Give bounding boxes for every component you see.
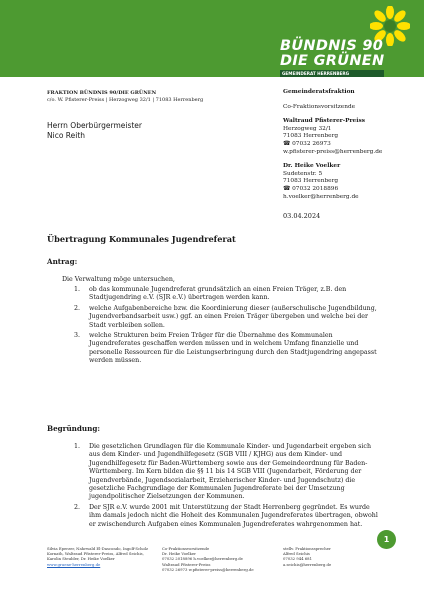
list-item-text: welche Aufgabenbereiche bzw. die Koordinierung dieser (außerschulische Jugendbildung, Jugendverbandsarbeit usw.) ggf. an einen Freien Träger übergeben und welche bei der Stadt verbleiben sollen. (89, 304, 377, 329)
recipient-line-2: Nico Reith (47, 131, 86, 140)
list-item (74, 286, 380, 303)
antrag-intro: Die Verwaltung möge untersuchen, (62, 276, 175, 283)
header-band (0, 0, 424, 77)
footer-members-line-1: Silvia Eperzer, Nahrwald El-Dascondo, Ingolf-Scholz (47, 546, 149, 551)
logo-line-2: DIE GRÜNEN (280, 53, 385, 69)
sender-line-1: FRAKTION BÜNDNIS 90/DIE GRÜNEN (47, 90, 157, 96)
footer-chair2-name: Waltraud Pfisterer-Preiss (162, 561, 211, 567)
document-title: Übertragung Kommunales Jugendreferat (47, 234, 236, 244)
recipient-address (47, 121, 142, 141)
recipient-line-1: Herrn Oberbürgermeister (47, 121, 142, 130)
contact1-email[interactable]: w.pfisterer-preiss@herrenberg.de (283, 148, 383, 155)
footer-deputy-name: Alfred Seichis (283, 551, 310, 557)
contact-info-block (283, 89, 413, 201)
list-item-number: 2. (74, 304, 81, 312)
party-logo (280, 6, 410, 76)
footer-chair1-name: Dr. Heike Voelker (162, 551, 196, 557)
antrag-heading: Antrag: (47, 257, 78, 266)
contact2-email[interactable]: h.voelker@herrenberg.de (283, 193, 359, 200)
footer-members (47, 546, 152, 567)
footer-deputy (283, 546, 383, 567)
contact1-street: Herzogweg 32/1 (283, 125, 332, 132)
sender-return-address (47, 90, 203, 104)
list-item (74, 443, 380, 502)
footer-chair1-contact[interactable]: 07032 2018896 h.voelker@herrenberg.de (162, 556, 243, 562)
begruendung-list (74, 443, 380, 531)
contact1-city: 71083 Herrenberg (283, 133, 339, 140)
footer-members-line-3: Karolin Steubler, Dr. Heike Voelker (47, 556, 115, 562)
contact2-name: Dr. Heike Voelker (283, 163, 341, 170)
footer-deputy-role: stellv. Fraktionssprecher (283, 546, 331, 551)
list-item-number: 1. (74, 443, 81, 450)
antrag-list (74, 286, 380, 368)
list-item-text: ob das kommunale Jugendreferat grundsätzlich an einen Freien Träger, z.B. den Stadtjugendring e.V. (SJR e.V.) übertragen werden kann. (89, 286, 347, 302)
footer-chairs (162, 546, 267, 572)
footer-chairs-role: Co-Fraktionsvorsitzende (162, 546, 210, 551)
contact2-street: Sudetenstr. 5 (283, 170, 323, 177)
footer-chair2-contact[interactable]: 07032 26973 w.pfisterer-preiss@herrenberg.de (162, 566, 254, 572)
page-number-badge: 1 (377, 530, 396, 549)
footer-members-line-2: Kornath, Waltraud Pfisterer-Preiss, Alfred Seichis, (47, 551, 144, 557)
list-item-number: 3. (74, 332, 81, 340)
list-item-text: Die gesetzlichen Grundlagen für die Kommunale Kinder- und Jugendarbeit ergeben sich aus dem Kinder- und Jugendhilfegesetz (SGB VIII / KJHG) aus dem Kinder- und Jugendhilfegesetz für Baden-Württemberg sowie aus der Gemeindeordnung für Baden-Württemberg. Im Kern bilden die §§ 11 bis 14 SGB VIII (Jugendarbeit, Förderung der Jugendverbände, Jugendsozialarbeit, Erzieherischer Kinder- und Jugendschutz) die gesetzliche Fachgrundlage der Kommunalen Jugendreferate bei der Umsetzung jugendpolitischer Zielsetzungen der Kommunen. (89, 443, 371, 501)
contact2-phone: ☎ 07032 2018896 (283, 185, 339, 192)
list-item-number: 1. (74, 286, 81, 293)
list-item-text: welche Strukturen beim Freien Träger für die Übernahme des Kommunalen Jugendreferates geschaffen werden müssen und in welchem Umfang finanzielle und personelle Ressourcen für die Leistungserbringung durch den Stadtjugendring angepasst werden müssen. (89, 332, 377, 365)
begruendung-heading: Begründung: (47, 424, 101, 433)
info-org: Gemeinderatsfraktion (283, 89, 355, 95)
list-item (74, 305, 380, 330)
info-role: Co-Fraktionsvorsitzende (283, 103, 356, 110)
contact1-name: Waltraud Pfisterer-Preiss (283, 118, 365, 125)
contact2-city: 71083 Herrenberg (283, 178, 339, 185)
sender-line-2: c/o. W. Pfisterer-Preiss | Herzogweg 32/1 | 71083 Herrenberg (47, 97, 204, 103)
logo-line-1: BÜNDNIS 90 (280, 38, 384, 54)
footer-deputy-phone: 07032 944 681 (283, 556, 312, 562)
letter-date: 03.04.2024 (283, 212, 321, 220)
list-item (74, 332, 380, 366)
logo-strip: GEMEINDERAT HERRENBERG (280, 70, 384, 77)
list-item-number: 2. (74, 503, 81, 511)
footer-deputy-email[interactable]: a.seichis@herrenberg.de (283, 561, 332, 567)
footer-website-link[interactable]: www.gruene-herrenberg.de (47, 561, 101, 567)
contact1-phone: ☎ 07032 26973 (283, 140, 331, 147)
list-item-text: Der SJR e.V. wurde 2001 mit Unterstützung der Stadt Herrenberg gegründet. Es wurde ihm damals jedoch nicht die Hoheit des Kommunalen Jugendreferates übertragen, obwohl er zwischendurch Aufgaben eines Kommunalen Jugendreferates wahrgenommen hat. (89, 503, 378, 528)
list-item (74, 504, 380, 529)
